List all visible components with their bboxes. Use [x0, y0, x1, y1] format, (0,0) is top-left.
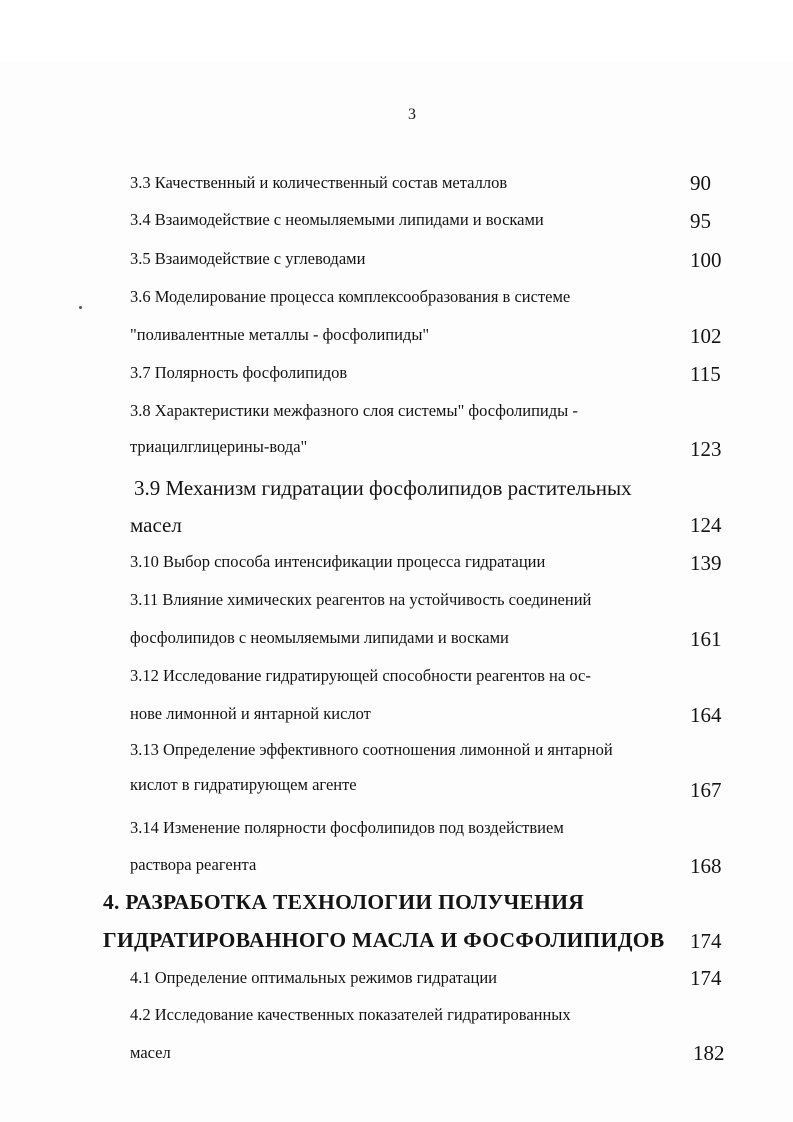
toc-page-3-13: 167 [690, 778, 722, 802]
toc-entry-3-12-line-2: нове лимонной и янтарной кислот [130, 704, 371, 723]
toc-entry-3-8-line-1: 3.8 Характеристики межфазного слоя системы" фосфолипиды - [130, 401, 578, 420]
toc-page-3-7: 115 [690, 362, 721, 386]
toc-page-chapter-4: 174 [690, 929, 722, 953]
toc-entry-3-13-line-1: 3.13 Определение эффективного соотношения лимонной и янтарной [130, 740, 613, 759]
toc-entry-3-9-line-1: 3.9 Механизм гидратации фосфолипидов растительных [134, 476, 632, 500]
toc-entry-3-6-line-1: 3.6 Моделирование процесса комплексообразования в системе [130, 287, 571, 306]
scan-speck [79, 306, 82, 309]
toc-entry-4-2-line-1: 4.2 Исследование качественных показателей гидратированных [130, 1005, 571, 1024]
toc-entry-4-1: 4.1 Определение оптимальных режимов гидратации [130, 968, 497, 987]
toc-entry-3-4: 3.4 Взаимодействие с неомыляемыми липидами и восками [130, 210, 544, 229]
toc-page-3-9: 124 [690, 513, 722, 537]
toc-entry-4-2-line-2: масел [130, 1043, 171, 1062]
toc-entry-3-9-line-2: масел [130, 513, 182, 537]
toc-page-3-3: 90 [690, 171, 711, 195]
toc-page-3-11: 161 [690, 627, 722, 651]
toc-entry-3-6-line-2: "поливалентные металлы - фосфолипиды" [130, 325, 430, 344]
toc-entry-3-11-line-1: 3.11 Влияние химических реагентов на устойчивость соединений [130, 590, 592, 609]
toc-entry-3-7: 3.7 Полярность фосфолипидов [130, 363, 348, 382]
toc-chapter-4-line-2: ГИДРАТИРОВАННОГО МАСЛА И ФОСФОЛИПИДОВ [103, 928, 665, 952]
toc-entry-3-12-line-1: 3.12 Исследование гидратирующей способности реагентов на ос- [130, 666, 591, 685]
toc-page-3-4: 95 [690, 209, 711, 233]
scan-margin [0, 0, 793, 62]
toc-chapter-4-line-1: 4. РАЗРАБОТКА ТЕХНОЛОГИИ ПОЛУЧЕНИЯ [103, 890, 585, 914]
toc-page-3-14: 168 [690, 854, 722, 878]
toc-page-3-10: 139 [690, 551, 722, 575]
toc-page-3-8: 123 [690, 437, 722, 461]
page-number: 3 [408, 106, 416, 123]
toc-entry-3-3: 3.3 Качественный и количественный состав металлов [130, 173, 508, 192]
toc-page-4-2: 182 [693, 1041, 725, 1065]
toc-entry-3-13-line-2: кислот в гидратирующем агенте [130, 775, 357, 794]
toc-page-3-6: 102 [690, 324, 722, 348]
toc-entry-3-14-line-2: раствора реагента [130, 855, 257, 874]
toc-page-3-12: 164 [690, 703, 722, 727]
toc-entry-3-10: 3.10 Выбор способа интенсификации процесса гидратации [130, 552, 546, 571]
toc-entry-3-5: 3.5 Взаимодействие с углеводами [130, 249, 366, 268]
toc-entry-3-14-line-1: 3.14 Изменение полярности фосфолипидов под воздействием [130, 818, 564, 837]
toc-page-4-1: 174 [690, 966, 722, 990]
toc-page-3-5: 100 [690, 248, 722, 272]
toc-entry-3-8-line-2: триацилглицерины-вода" [130, 437, 308, 456]
toc-entry-3-11-line-2: фосфолипидов с неомыляемыми липидами и восками [130, 628, 509, 647]
